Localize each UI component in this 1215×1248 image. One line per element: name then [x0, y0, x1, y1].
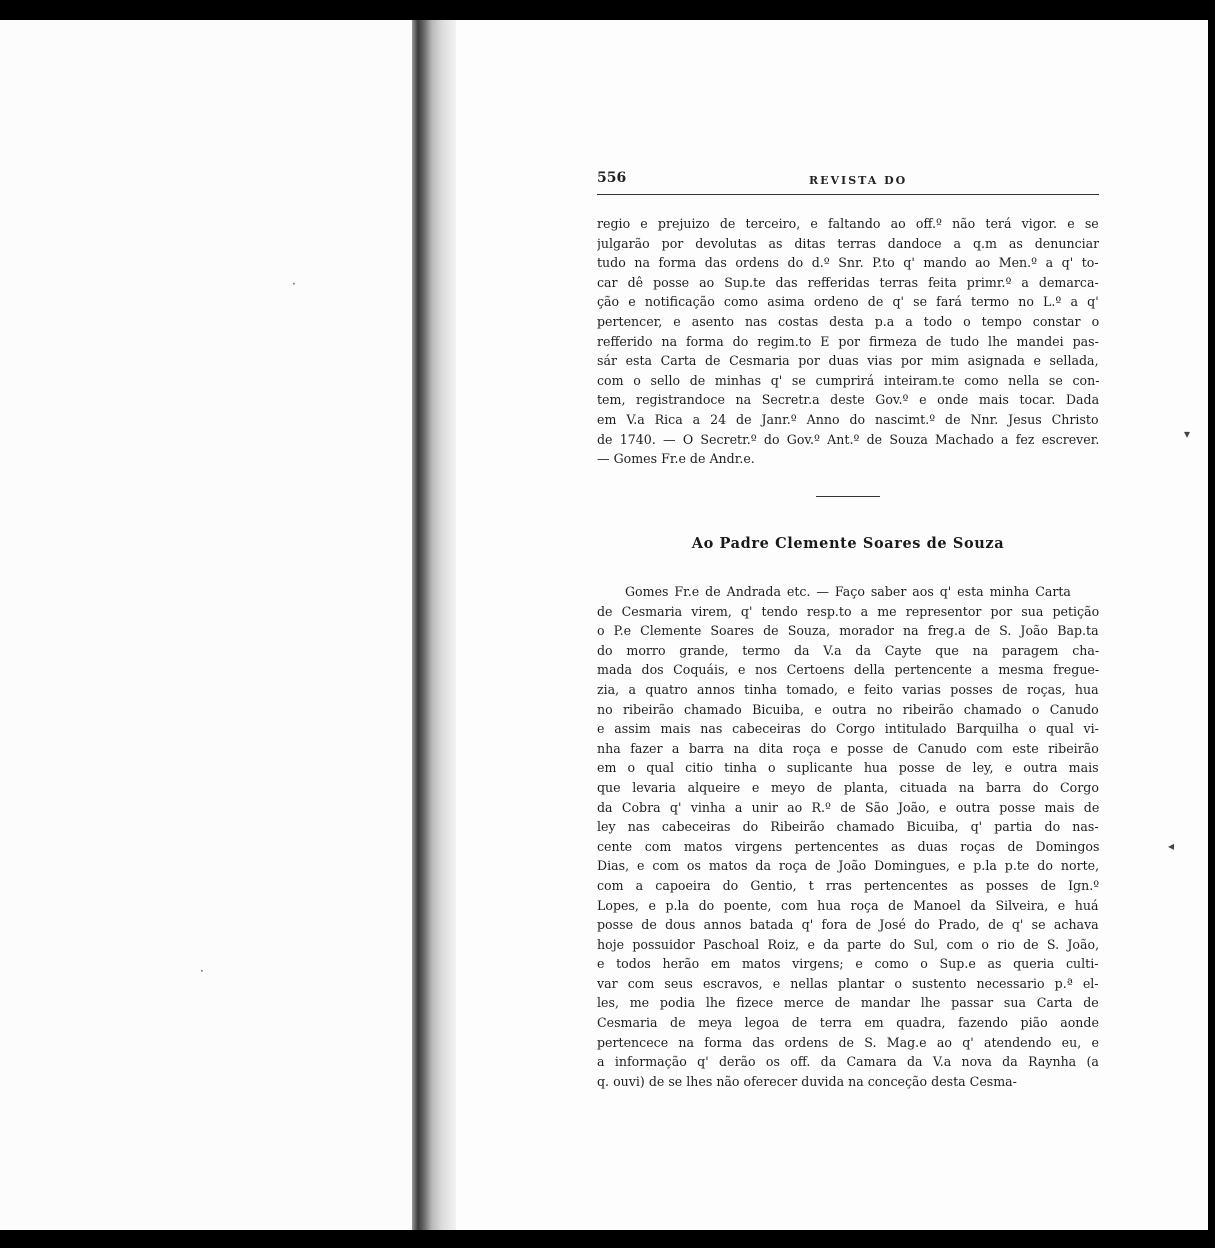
text-line: tudo na forma das ordens do d.º Snr. P.to q' mando ao Men.º a q' to- [597, 255, 1099, 271]
text-line: e todos herão em matos virgens; e como o Sup.e as queria culti- [597, 956, 1099, 972]
text-line: hoje possuidor Paschoal Roiz, e da parte do Sul, com o rio de S. João, [597, 936, 1099, 952]
text-line: zia, a quatro annos tinha tomado, e feito varias posses de roças, hua [597, 681, 1099, 697]
scan-speck: ▾ [1184, 427, 1191, 441]
text-line: julgarão por devolutas as ditas terras dandoce a q.m as denunciar [597, 235, 1099, 251]
journal-title: REVISTA DO [809, 174, 908, 187]
text-line: do morro grande, termo da V.a da Cayte que na paragem cha- [597, 642, 1099, 658]
text-line: mada dos Coquáis, e nos Certoens della pertencente a mesma fregue- [597, 662, 1099, 678]
section-separator [816, 496, 880, 497]
book-gutter [412, 20, 456, 1230]
text-line: o P.e Clemente Soares de Souza, morador na freg.a de S. João Bap.ta [597, 623, 1099, 639]
text-line: car dê posse ao Sup.te das refferidas terras feita primr.º a demarca- [597, 274, 1099, 290]
text-line: nha fazer a barra na dita roça e posse de Canudo com este ribeirão [597, 740, 1099, 756]
text-line: que levaria alqueire e meyo de planta, cituada na barra do Corgo [597, 779, 1099, 795]
text-line: no ribeirão chamado Bicuiba, e outra no ribeirão chamado o Canudo [597, 701, 1099, 717]
text-line: de 1740. — O Secretr.º do Gov.º Ant.º de Souza Machado a fez escrever. [597, 431, 1099, 447]
text-line: Gomes Fr.e de Andrada etc. — Faço saber aos q' esta minha Carta [625, 584, 1071, 599]
text-line: regio e prejuizo de terceiro, e faltando ao off.º não terá vigor. e se [597, 216, 1099, 231]
text-line: sár esta Carta de Cesmaria por duas vias por mim asignada e sellada, [597, 353, 1099, 369]
text-line: q. ouvi) de se lhes não oferecer duvida na conceção desta Cesma- [597, 1073, 1017, 1089]
text-line: ley nas cabeceiras do Ribeirão chamado Bicuiba, q' partia do nas- [597, 819, 1099, 835]
text-line: cente com matos virgens pertencentes as duas roças de Domingos [597, 838, 1099, 854]
text-line: Cesmaria de meya legoa de terra em quadra, fazendo pião aonde [597, 1015, 1099, 1031]
text-line: com a capoeira do Gentio, t rras pertencentes as posses de Ign.º [597, 877, 1099, 893]
section-title: Ao Padre Clemente Soares de Souza [691, 535, 1005, 552]
text-line: de Cesmaria virem, q' tendo resp.to a me representor por sua petição [597, 603, 1099, 619]
text-line: refferido na forma do regim.to E por firmeza de tudo lhe mandei pas- [597, 333, 1099, 349]
text-line: a informação q' derão os off. da Camara da V.a nova da Raynha (a [597, 1054, 1099, 1070]
left-blank-page [0, 20, 418, 1230]
text-line: com o sello de minhas q' se cumprirá inteiram.te como nella se con- [597, 372, 1099, 388]
page-number: 556 [597, 170, 627, 186]
scan-speck: ◂ [1168, 839, 1175, 853]
text-line: pertencece na forma das ordens de S. Mag.e ao q' atendendo eu, e [597, 1034, 1099, 1050]
running-head [597, 170, 1099, 196]
text-line: em V.a Rica a 24 de Janr.º Anno do nascimt.º de Nnr. Jesus Christo [597, 411, 1099, 427]
text-line: posse de dous annos batada q' fora de José do Prado, de q' se achava [597, 917, 1099, 933]
text-line: pertencer, e asento nas costas desta p.a a todo o tempo constar o [597, 313, 1099, 329]
text-line: — Gomes Fr.e de Andr.e. [597, 451, 755, 467]
text-line: e assim mais nas cabeceiras do Corgo intitulado Barquilha o qual vi- [597, 721, 1099, 737]
text-line: em o qual citio tinha o suplicante hua posse de ley, e outra mais [597, 760, 1099, 776]
continued-paragraph [597, 214, 1099, 469]
scan-speck: · [292, 277, 296, 291]
text-line: tem, registrandoce na Secretr.a deste Gov.º e onde mais tocar. Dada [597, 392, 1099, 408]
text-line: var com seus escravos, e nellas plantar o sustento necessario p.ª el- [597, 975, 1099, 991]
letter-paragraph [597, 582, 1099, 1091]
text-line: Lopes, e p.la do poente, com hua roça de Manoel da Silveira, e huá [597, 897, 1099, 913]
header-rule [597, 194, 1099, 195]
text-line: les, me podia lhe fizece merce de mandar lhe passar sua Carta de [597, 995, 1099, 1011]
text-line: ção e notificação como asima ordeno de q' se fará termo no L.º a q' [597, 294, 1099, 310]
scan-speck: · [200, 964, 204, 978]
text-line: Dias, e com os matos da roça de João Domingues, e p.la p.te do norte, [597, 858, 1099, 874]
text-line: da Cobra q' vinha a unir ao R.º de São João, e outra posse mais de [597, 799, 1099, 815]
